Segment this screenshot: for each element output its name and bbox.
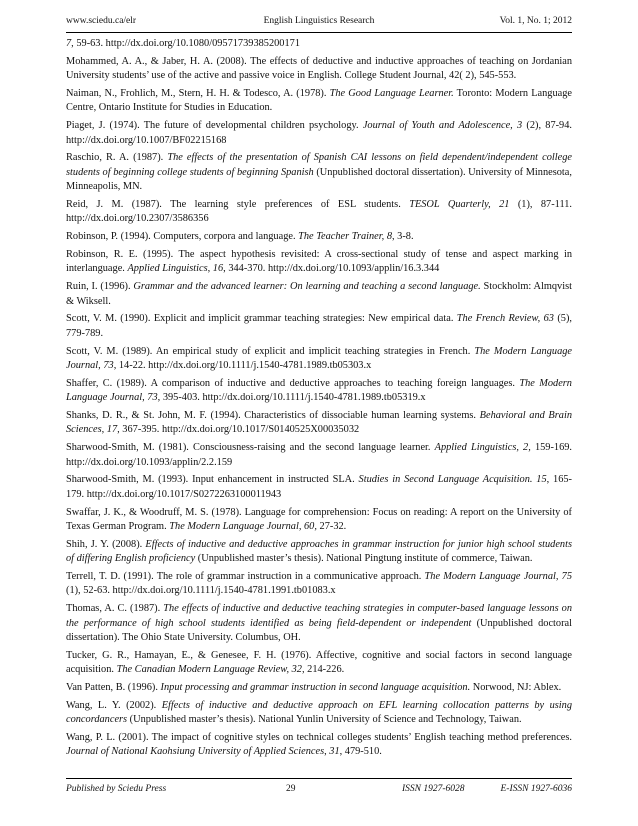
reference-text: Stockholm: Almqvist & Wiksell. [66, 281, 572, 307]
reference-entry [66, 198, 572, 227]
reference-text: 159-169. http://dx.doi.org/10.1093/applin/2.2.159 [66, 442, 572, 468]
reference-italic-text: The effects of the presentation of Spanish CAI lessons on field dependent/independent college students of beginning college students of beginning Spanish [66, 152, 572, 178]
reference-text: , 344-370. http://dx.doi.org/10.1093/applin/16.3.344 [223, 263, 440, 275]
reference-entry [66, 55, 572, 84]
reference-italic-text: The Good Language Learner. [329, 88, 454, 99]
reference-text: (5), 779-789. [66, 313, 572, 339]
reference-text: Shih, J. Y. (2008). [66, 538, 146, 550]
reference-entry [66, 570, 572, 599]
reference-italic-text: Input processing and grammar instruction in second language acquisition. [160, 682, 471, 694]
reference-text: Robinson, R. E. (1995). The aspect hypothesis revisited: A cross-sectional study of tense and aspect marking in interlanguage. [66, 249, 572, 275]
reference-italic-text: 31 [329, 746, 340, 758]
reference-text: Scott, V. M. (1989). An empirical study of explicit and implicit teaching strategies in French. [66, 345, 475, 357]
reference-entry [66, 87, 572, 116]
reference-text: , 165-179. http://dx.doi.org/10.1017/S0272263100011943 [66, 474, 573, 500]
reference-text: (Unpublished doctoral dissertation). The Ohio State University. Columbus, OH. [66, 617, 572, 644]
reference-entry [66, 151, 572, 194]
journal-url[interactable]: www.sciedu.ca/elr [66, 16, 137, 26]
reference-text: Reid, J. M. (1987). The learning style preferences of ESL students. [66, 199, 410, 211]
reference-text: Thomas, A. C. (1987). [66, 603, 164, 615]
reference-italic-text: 7, [66, 38, 74, 49]
reference-entry [66, 409, 572, 438]
reference-entry [66, 119, 572, 148]
reference-text: Mohammed, A. A., & Jaber, H. A. (2008). The effects of deductive and inductive approaches of teaching on Jordanian University students’ use of the active and passive voice in English. College Student Journal, 42( 2), 545-553. [66, 55, 572, 82]
reference-entry [66, 538, 572, 567]
reference-text: (1), 52-63. http://dx.doi.org/10.1111/j.1540-4781.1991.tb01083.x [66, 585, 336, 597]
reference-entry [66, 506, 572, 535]
eissn: E-ISSN 1927-6036 [500, 784, 572, 794]
reference-text: Tucker, G. R., Hamayan, E., & Genesee, F. H. (1976). Affective, cognitive and social factors in second language acquisition. [66, 649, 572, 676]
reference-text: (1), 87-111. http://dx.doi.org/10.2307/3586356 [66, 199, 572, 225]
page-number: 29 [286, 784, 296, 794]
reference-text: Swaffar, J. K., & Woodruff, M. S. (1978). Language for comprehension: Focus on reading: A report on the University of Texas German Program. [66, 506, 572, 533]
reference-list [66, 37, 572, 763]
reference-entry [66, 602, 572, 645]
reference-text: , 14-22. http://dx.doi.org/10.1111/j.1540-4781.1989.tb05303.x [113, 360, 372, 372]
reference-italic-text: Grammar and the advanced learner: On learning and teaching a second language. [133, 281, 481, 293]
reference-text: 367-395. http://dx.doi.org/10.1017/S0140525X00035032 [119, 424, 360, 436]
reference-entry [66, 312, 572, 341]
reference-text: Sharwood-Smith, M. (1981). Consciousness-raising and the second language learner. [66, 442, 435, 454]
reference-italic-text: The Modern Language Journal, 75 [424, 571, 572, 583]
reference-entry [66, 699, 572, 728]
reference-entry [66, 248, 572, 277]
reference-text: Shanks, D. R., & St. John, M. F. (1994). Characteristics of dissociable human learning systems. [66, 410, 480, 422]
reference-text: Naiman, N., Frohlich, M., Stern, H. H. & Todesco, A. (1978). [66, 88, 330, 99]
reference-text: , [324, 746, 330, 758]
reference-text: , 3-8. [392, 231, 414, 243]
reference-text: 27-32. [316, 521, 347, 533]
reference-italic-text: The Teacher Trainer, 8 [298, 231, 392, 243]
reference-text: Toronto: Modern Language Centre, Ontario Institute for Studies in Education. [66, 88, 572, 114]
reference-italic-text: The Modern Language Journal, 73 [66, 345, 572, 372]
reference-text: Scott, V. M. (1990). Explicit and implicit grammar teaching strategies: New empirical data. [66, 313, 457, 325]
reference-text: (Unpublished doctoral dissertation). University of Minnesota, Minneapolis, MN. [66, 166, 572, 193]
reference-text: Wang, P. L. (2001). The impact of cognitive styles on technical colleges students’ English teaching method preferences. [66, 732, 572, 744]
reference-entry [66, 649, 572, 678]
reference-text: (2), 87-94. http://dx.doi.org/10.1007/BF02215168 [66, 120, 572, 146]
reference-entry [66, 280, 572, 309]
reference-text: Piaget, J. (1974). The future of developmental children psychology. [66, 120, 363, 132]
reference-text: Norwood, NJ: Ablex. [470, 682, 562, 694]
reference-italic-text: Effects of inductive and deductive approaches in grammar instruction for junior high school students of differing English proficiency [66, 538, 573, 565]
reference-text: Ruin, I. (1996). [66, 281, 134, 293]
publisher-credit: Published by Sciedu Press [66, 784, 167, 794]
reference-italic-text: Journal of Youth and Adolescence, 3 [362, 120, 523, 132]
reference-italic-text: The French Review, 63 [456, 313, 554, 325]
reference-entry [66, 731, 572, 760]
reference-entry [66, 377, 572, 406]
reference-italic-text: Journal of National Kaohsiung University of Applied Sciences [66, 746, 325, 758]
reference-text: (Unpublished master’s thesis). National Yunlin University of Science and Technology, Taiwan. [127, 714, 522, 726]
reference-text: Shaffer, C. (1989). A comparison of inductive and deductive approaches to teaching foreign languages. [66, 377, 520, 389]
reference-italic-text: The Modern Language Journal, 60, [169, 521, 317, 533]
reference-italic-text: The Modern Language Journal, 73, [66, 377, 572, 404]
reference-italic-text: Applied Linguistics, 16 [127, 263, 224, 275]
reference-text: Terrell, T. D. (1991). The role of grammar instruction in a communicative approach. [66, 571, 425, 583]
footer-rule [66, 778, 572, 779]
reference-entry [66, 345, 572, 374]
reference-text: (Unpublished master’s thesis). National Pingtung institute of commerce, Taiwan. [195, 553, 533, 565]
reference-entry [66, 37, 572, 51]
journal-name: English Linguistics Research [263, 16, 375, 26]
reference-italic-text: Applied Linguistics, 2, [434, 442, 531, 454]
reference-entry [66, 473, 572, 502]
reference-italic-text: Studies in Second Language Acquisition. 15 [358, 474, 547, 486]
reference-text: , 479-510. [339, 746, 382, 758]
reference-text: 214-226. [304, 664, 345, 676]
reference-entry [66, 681, 572, 695]
reference-text: Raschio, R. A. (1987). [66, 152, 168, 164]
reference-text: Van Patten, B. (1996). [66, 682, 161, 694]
running-header [66, 14, 572, 30]
header-rule [66, 32, 572, 33]
reference-italic-text: The effects of inductive and deductive teaching strategies in computer-based language lessons on the performance of high school students identified as being field-dependent or independent [66, 603, 572, 629]
reference-text: 395-403. http://dx.doi.org/10.1111/j.1540-4781.1989.tb05319.x [160, 392, 426, 404]
reference-italic-text: TESOL Quarterly, 21 [409, 199, 510, 211]
reference-italic-text: Behavioral and Brain Sciences, 17, [66, 410, 572, 436]
running-footer [66, 782, 572, 798]
reference-italic-text: Effects of inductive and deductive approach on EFL learning collocation patterns by using concordancers [66, 699, 573, 726]
volume-info: Vol. 1, No. 1; 2012 [499, 16, 572, 26]
reference-text: Sharwood-Smith, M. (1993). Input enhancement in instructed SLA. [66, 474, 359, 486]
reference-entry [66, 230, 572, 244]
reference-text: 59-63. http://dx.doi.org/10.1080/09571739385200171 [73, 38, 300, 49]
issn: ISSN 1927-6028 [402, 784, 465, 794]
reference-text: Wang, L. Y. (2002). [66, 699, 162, 711]
reference-entry [66, 441, 572, 470]
reference-text: Robinson, P. (1994). Computers, corpora and language. [66, 231, 299, 243]
reference-italic-text: The Canadian Modern Language Review, 32, [116, 664, 305, 676]
